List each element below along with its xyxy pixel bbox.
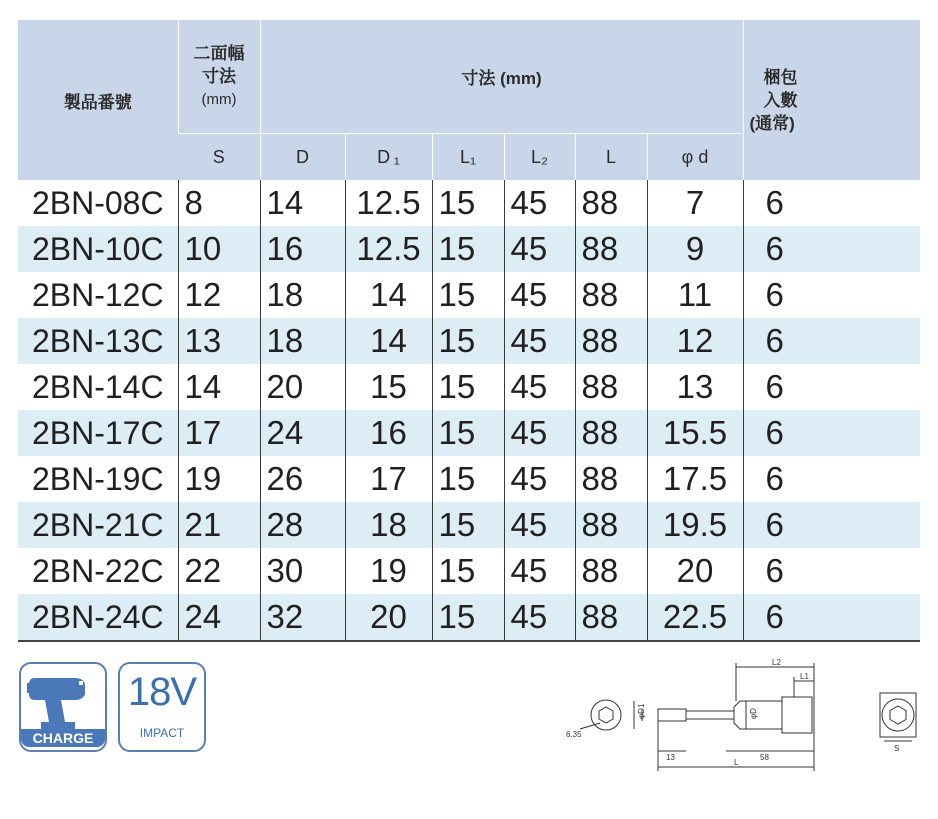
header-s-line2: 寸法 [202,67,236,86]
table-row [18,180,920,226]
value-cell: 13 [647,364,743,410]
part-number-cell: 2BN-10C [18,226,178,272]
value-cell: 45 [504,364,575,410]
value-cell: 6 [743,180,920,226]
value-cell: 15 [432,594,504,641]
value-cell: 6 [743,226,920,272]
value-cell: 22.5 [647,594,743,641]
end-view-hex [599,707,613,723]
header-pack-qty [743,20,920,180]
part-number-cell: 2BN-14C [31,368,164,405]
table-row [18,594,920,641]
value-cell: 45 [504,226,575,272]
header-part-no [18,20,178,180]
value-cell: 88 [575,502,647,548]
value-cell: 45 [504,180,575,226]
value-cell: 20 [345,594,432,641]
value-cell: 45 [504,456,575,502]
value-cell: 45 [504,318,575,364]
dim-L2: L2 [772,658,781,667]
value-cell: 15 [432,180,504,226]
dim-d1: φD1 [637,703,646,719]
subheader-d: D [260,134,345,181]
table-row [18,410,920,456]
value-cell: 14 [178,364,260,410]
value-cell: 15 [432,456,504,502]
value-cell: 21 [178,502,260,548]
dim-S: S [894,744,900,753]
impact-drill-icon [21,668,105,738]
value-cell: 17.5 [647,456,743,502]
value-cell: 15 [432,318,504,364]
value-cell: 45 [504,548,575,594]
subheader-l1: L₁ [432,134,504,181]
value-cell: 15 [432,226,504,272]
technical-drawing [560,655,920,775]
dim-L1: L1 [800,672,809,681]
value-cell: 88 [575,548,647,594]
value-cell: 6 [743,318,920,364]
part-number-cell: 2BN-21C [18,502,178,548]
subheader-s: S [178,134,260,181]
value-cell: 45 [504,594,575,641]
value-cell: 14 [260,180,345,226]
charge-label: CHARGE [21,729,105,747]
part-number-cell: 2BN-19C [31,460,164,497]
value-cell: 15 [432,364,504,410]
value-cell: 15 [432,410,504,456]
value-cell: 18 [260,318,345,364]
spec-table-body [18,180,920,641]
value-cell: 19.5 [647,502,743,548]
header-pack-line3: (通常) [749,113,795,133]
charge-badge [19,662,107,752]
value-cell: 88 [575,318,647,364]
value-cell: 19 [178,456,260,502]
value-cell: 45 [504,410,575,456]
value-cell: 15.5 [647,410,743,456]
value-cell: 9 [647,226,743,272]
value-cell: 6 [743,456,920,502]
value-cell: 88 [575,272,647,318]
header-s-line1: 二面幅 [193,44,245,63]
value-cell: 88 [575,410,647,456]
value-cell: 11 [647,272,743,318]
value-cell: 32 [260,594,345,641]
value-cell: 10 [178,226,260,272]
header-pack-line1: 梱包 [763,67,798,87]
value-cell: 15 [432,272,504,318]
value-cell: 30 [260,548,345,594]
value-cell: 8 [178,180,260,226]
value-cell: 14 [345,272,432,318]
table-row [18,456,920,502]
value-cell: 16 [345,410,432,456]
value-cell: 28 [260,502,345,548]
part-number-cell: 2BN-12C [31,276,164,313]
value-cell: 18 [260,272,345,318]
end-view-circle [591,700,621,730]
value-cell: 88 [575,226,647,272]
subheader-phi-d: φ d [647,134,743,181]
header-s-unit: (mm) [201,91,237,108]
part-number-cell: 2BN-22C [31,552,164,589]
value-cell: 24 [260,410,345,456]
header-dimensions [260,20,743,134]
part-number-cell: 2BN-08C [31,184,164,221]
value-cell: 20 [647,548,743,594]
subheader-l: L [575,134,647,181]
impact-18v-badge [118,662,206,752]
value-cell: 15 [432,502,504,548]
value-cell: 15 [345,364,432,410]
value-cell: 6 [743,272,920,318]
value-cell: 20 [260,364,345,410]
table-row [18,272,920,318]
value-cell: 88 [575,594,647,641]
value-cell: 88 [575,456,647,502]
value-cell: 24 [178,594,260,641]
value-cell: 45 [504,502,575,548]
header-dimensions-label: 寸法 (mm) [461,69,542,88]
value-cell: 45 [504,272,575,318]
value-cell: 17 [178,410,260,456]
value-cell: 17 [345,456,432,502]
subheader-d1: D ₁ [345,134,432,181]
value-cell: 14 [345,318,432,364]
impact-label: IMPACT [139,726,185,740]
value-cell: 12 [178,272,260,318]
part-number-cell: 2BN-24C [18,594,178,641]
dim-L: L [734,758,739,767]
value-cell: 16 [260,226,345,272]
dim-13: 13 [666,753,675,762]
voltage-label: 18V [127,670,197,714]
value-cell: 6 [743,594,920,641]
value-cell: 6 [743,502,920,548]
value-cell: 26 [260,456,345,502]
value-cell: 15 [432,548,504,594]
value-cell: 6 [743,548,920,594]
table-row [18,548,920,594]
table-row [18,226,920,272]
table-row [18,502,920,548]
value-cell: 7 [647,180,743,226]
header-s-size [178,20,260,134]
header-part-no-label: 製品番號 [63,92,132,112]
value-cell: 12.5 [345,226,432,272]
value-cell: 88 [575,364,647,410]
part-number-cell: 2BN-13C [18,318,178,364]
table-row [18,364,920,410]
value-cell: 18 [345,502,432,548]
value-cell: 19 [345,548,432,594]
header-pack-line2: 入數 [763,90,798,110]
dim-d: φD [749,708,758,719]
part-number-cell: 2BN-17C [18,410,178,456]
dim-hex-size: 6.35 [566,730,582,739]
value-cell: 12.5 [345,180,432,226]
value-cell: 12 [647,318,743,364]
value-cell: 22 [178,548,260,594]
value-cell: 6 [743,410,920,456]
dim-58: 58 [760,753,769,762]
value-cell: 6 [743,364,920,410]
table-row [18,318,920,364]
value-cell: 13 [178,318,260,364]
subheader-l2: L₂ [504,134,575,181]
value-cell: 88 [575,180,647,226]
spec-table [18,20,920,642]
